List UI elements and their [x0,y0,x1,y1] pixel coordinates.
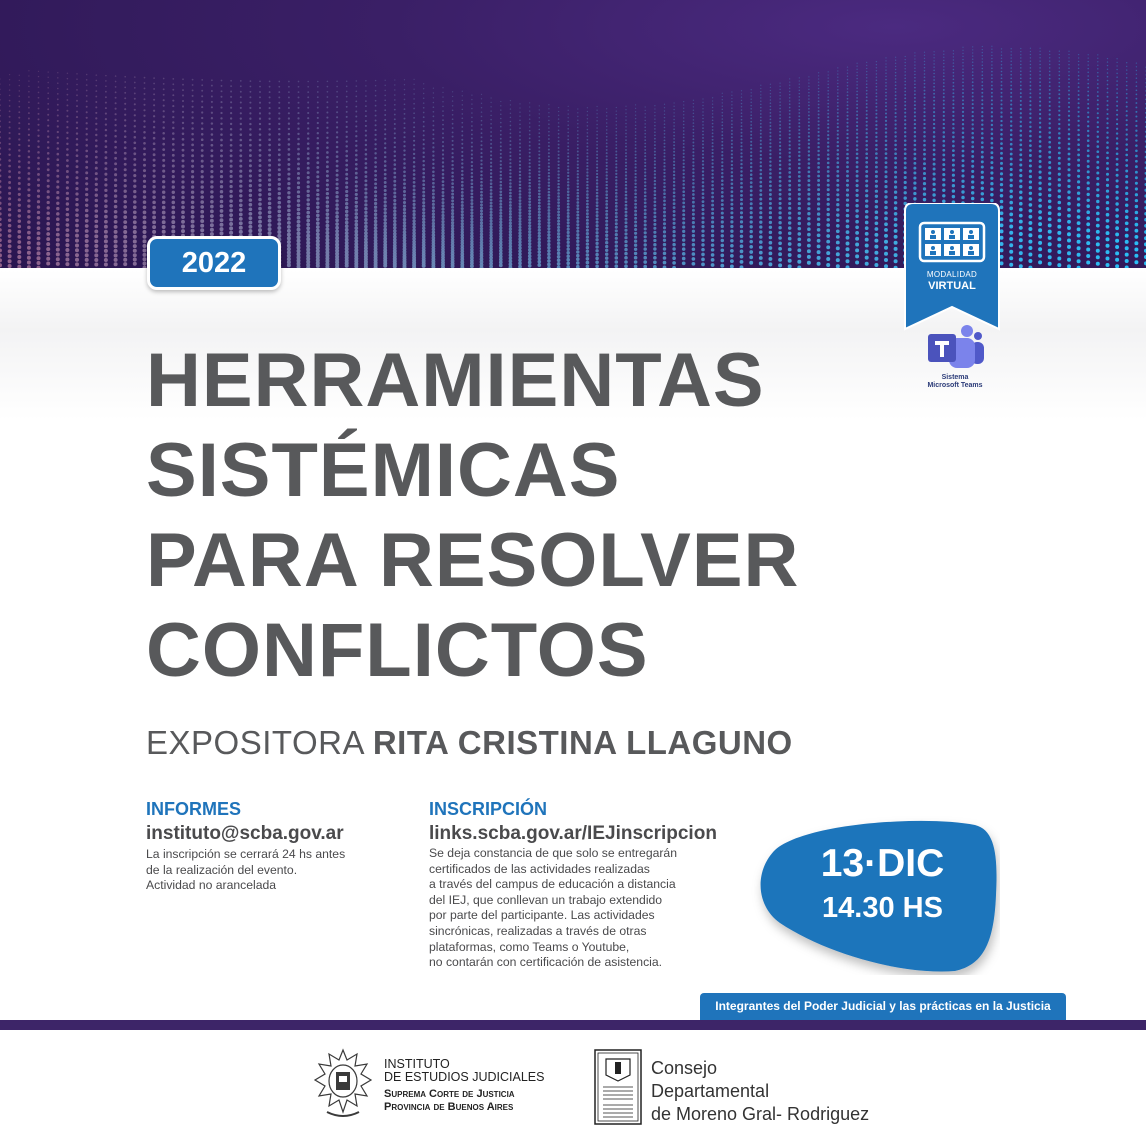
teams-icon [925,322,985,372]
informes-heading: INFORMES [146,799,242,819]
institute-line-4: Provincia de Buenos Aires [384,1101,514,1113]
inscripcion-text: Se deja constancia de que solo se entregarán certificados de las actividades realizadas a través del campus de educación a distancia del IEJ, que conllevan un trabajo extendido por parte del participante. Las actividades sincrónicas, realizadas a través de otras plataformas, como Teams o Youtube, no contarán con certificación de asistencia. [429,846,677,970]
consejo-logo [594,1049,642,1125]
inscripcion-heading: INSCRIPCIÓN [429,799,548,819]
speaker-name: RITA CRISTINA LLAGUNO [372,724,793,761]
event-date: 13·DIC [820,842,945,885]
footer-divider [0,1020,1146,1030]
modality-label: MODALIDAD [926,270,978,279]
institute-line-1: INSTITUTO [384,1057,450,1071]
inscripcion-link[interactable]: links.scba.gov.ar/IEJinscripcion [429,823,717,844]
modality-ribbon [903,203,1001,331]
title-line-1: HERRAMIENTAS [146,338,765,423]
informes-text: La inscripción se cerrará 24 hs antes de la realización del evento. Actividad no arancelada [146,847,346,893]
institute-line-3: Suprema Corte de Justicia [384,1088,515,1100]
modality-value: VIRTUAL [928,280,976,292]
title-line-3: PARA RESOLVER [146,518,800,603]
teams-caption: Sistema Microsoft Teams [927,374,983,389]
informes-email[interactable]: instituto@scba.gov.ar [146,823,344,844]
institute-line-2: DE ESTUDIOS JUDICIALES [384,1070,545,1084]
speaker-prefix: EXPOSITORA [146,724,364,761]
scba-seal-logo [311,1046,375,1122]
consejo-line-2: Departamental [651,1081,770,1101]
speaker-line [146,724,793,762]
audience-tag: Integrantes del Poder Judicial y las prácticas en la Justicia [700,993,1066,1020]
event-time: 14.30 HS [822,892,943,924]
year-badge: 2022 [147,236,281,290]
title-line-4: CONFLICTOS [146,608,649,693]
title-line-2: SISTÉMICAS [146,428,621,513]
consejo-line-1: Consejo [651,1058,718,1078]
consejo-line-3: de Moreno Gral- Rodriguez [651,1104,870,1124]
